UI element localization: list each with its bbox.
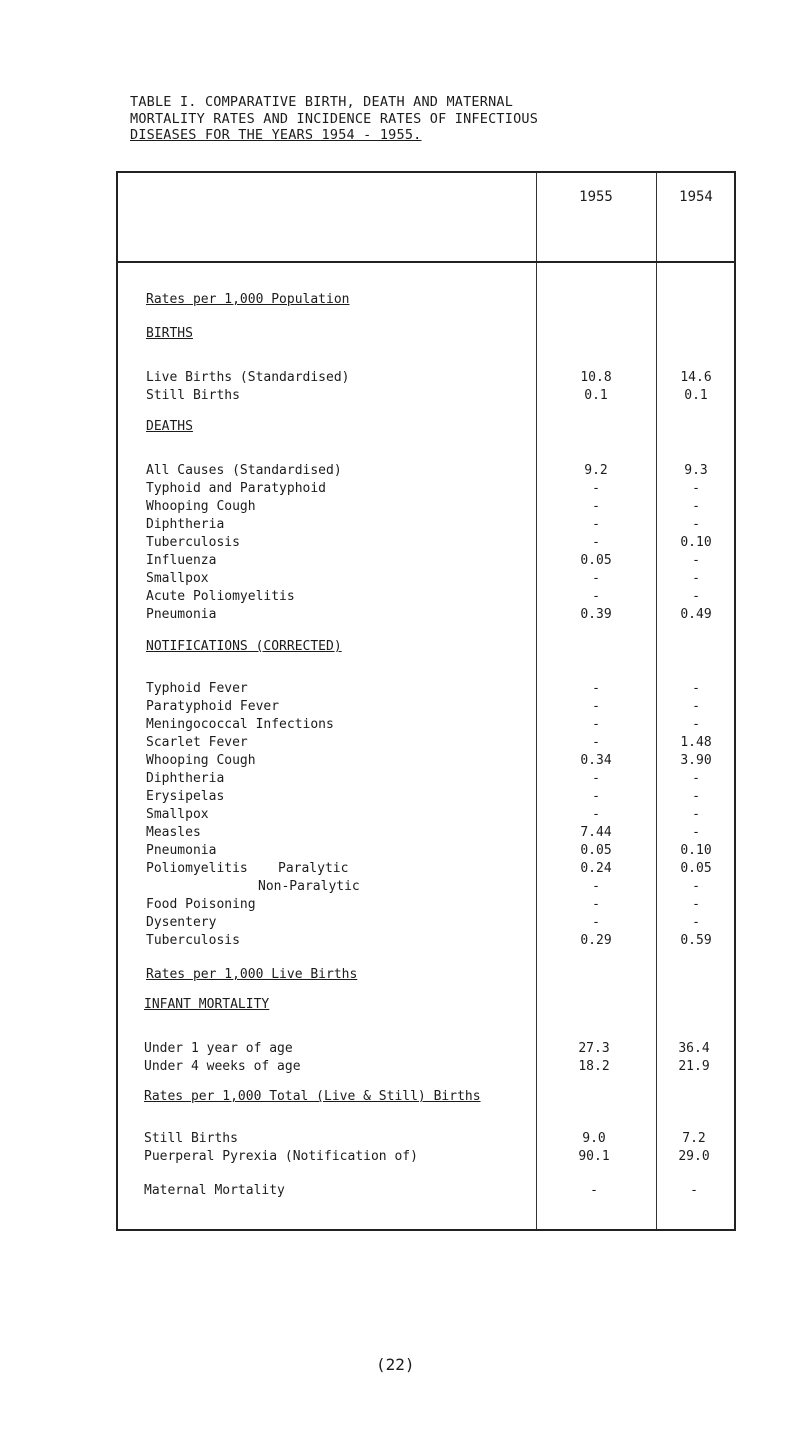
value-1955: 7.44 — [580, 825, 612, 840]
section-rates-total-births: Rates per 1,000 Total (Live & Still) Births — [144, 1089, 481, 1104]
row-label: Erysipelas — [146, 789, 225, 804]
value-1954: - — [692, 499, 700, 514]
value-1954: 14.6 — [680, 370, 712, 385]
value-1954: 36.4 — [678, 1041, 710, 1056]
table-row — [118, 861, 734, 879]
value-1955: - — [592, 879, 600, 894]
value-1955: - — [592, 699, 600, 714]
table-row — [118, 589, 734, 607]
table-row — [118, 807, 734, 825]
table-row — [118, 843, 734, 861]
row-label: Tuberculosis — [146, 535, 240, 550]
row-label: Under 4 weeks of age — [144, 1059, 301, 1074]
table-row — [118, 879, 734, 897]
table-row — [118, 607, 734, 625]
value-1955: 10.8 — [580, 370, 612, 385]
row-label: Scarlet Fever — [146, 735, 248, 750]
value-1954: 1.48 — [680, 735, 712, 750]
value-1954: - — [692, 681, 700, 696]
value-1955: - — [592, 681, 600, 696]
table-row — [118, 915, 734, 933]
row-label: Whooping Cough — [146, 499, 256, 514]
table-row — [118, 753, 734, 771]
value-1955: 0.34 — [580, 753, 612, 768]
row-label: Maternal Mortality — [144, 1183, 285, 1198]
value-1954: - — [692, 553, 700, 568]
table-row — [118, 681, 734, 699]
value-1955: - — [592, 789, 600, 804]
value-1954: 0.05 — [680, 861, 712, 876]
section-deaths: DEATHS — [146, 419, 193, 434]
table-row — [118, 789, 734, 807]
row-label: Pneumonia — [146, 607, 217, 622]
row-label: Influenza — [146, 553, 217, 568]
value-1955: - — [590, 1183, 598, 1198]
row-label: Under 1 year of age — [144, 1041, 293, 1056]
table-row — [118, 735, 734, 753]
value-1955: - — [592, 735, 600, 750]
table-title — [130, 94, 730, 144]
value-1954: - — [692, 717, 700, 732]
value-1955: 0.1 — [584, 388, 608, 403]
value-1954: 0.10 — [680, 843, 712, 858]
table-row — [118, 825, 734, 843]
table-row — [118, 370, 734, 388]
section-rates-population: Rates per 1,000 Population — [146, 292, 350, 307]
table-row — [118, 553, 734, 571]
section-births: BIRTHS — [146, 326, 193, 341]
row-label: Tuberculosis — [146, 933, 240, 948]
value-1955: 0.24 — [580, 861, 612, 876]
row-sublabel: Paralytic — [278, 861, 349, 876]
column-header-1954: 1954 — [679, 189, 713, 205]
value-1954: 29.0 — [678, 1149, 710, 1164]
row-label: Live Births (Standardised) — [146, 370, 350, 385]
value-1954: - — [692, 571, 700, 586]
row-sublabel: Non-Paralytic — [258, 879, 360, 894]
column-header-1955: 1955 — [579, 189, 613, 205]
title-line-2: MORTALITY RATES AND INCIDENCE RATES OF INFECTIOUS — [130, 110, 539, 127]
value-1954: - — [692, 789, 700, 804]
row-label: Poliomyelitis — [146, 861, 248, 876]
value-1955: 90.1 — [578, 1149, 610, 1164]
value-1954: - — [692, 825, 700, 840]
value-1954: 0.1 — [684, 388, 708, 403]
table-row — [118, 717, 734, 735]
row-label: Typhoid Fever — [146, 681, 248, 696]
value-1954: - — [692, 481, 700, 496]
value-1955: - — [592, 915, 600, 930]
header-divider — [118, 261, 734, 263]
row-label: Typhoid and Paratyphoid — [146, 481, 327, 496]
title-line-3: DISEASES FOR THE YEARS 1954 - 1955. — [130, 127, 422, 143]
row-label: Paratyphoid Fever — [146, 699, 280, 714]
section-notifications: NOTIFICATIONS (CORRECTED) — [146, 639, 342, 654]
value-1955: 0.29 — [580, 933, 612, 948]
value-1954: - — [692, 589, 700, 604]
value-1954: 3.90 — [680, 753, 712, 768]
value-1955: 0.05 — [580, 553, 612, 568]
value-1955: - — [592, 717, 600, 732]
value-1954: - — [692, 517, 700, 532]
value-1955: 9.0 — [582, 1131, 606, 1146]
row-label: Diphtheria — [146, 771, 225, 786]
section-infant-mortality: INFANT MORTALITY — [144, 997, 270, 1012]
title-line-1: TABLE I. COMPARATIVE BIRTH, DEATH AND MATERNAL — [130, 94, 514, 110]
table-row — [118, 699, 734, 717]
table-row — [118, 897, 734, 915]
row-label: All Causes (Standardised) — [146, 463, 342, 478]
table-row — [118, 388, 734, 406]
value-1954: - — [690, 1183, 698, 1198]
table-row — [118, 571, 734, 589]
value-1955: 0.39 — [580, 607, 612, 622]
value-1955: - — [592, 571, 600, 586]
value-1955: - — [592, 771, 600, 786]
value-1954: - — [692, 915, 700, 930]
table-row — [118, 481, 734, 499]
value-1954: 21.9 — [678, 1059, 710, 1074]
value-1955: - — [592, 517, 600, 532]
value-1955: - — [592, 499, 600, 514]
value-1955: 0.05 — [580, 843, 612, 858]
value-1954: - — [692, 897, 700, 912]
value-1955: 27.3 — [578, 1041, 610, 1056]
value-1955: - — [592, 535, 600, 550]
page-number: (22) — [376, 1355, 415, 1374]
row-label: Smallpox — [146, 807, 209, 822]
value-1955: - — [592, 807, 600, 822]
table-row — [118, 535, 734, 553]
value-1955: 9.2 — [584, 463, 608, 478]
row-label: Dysentery — [146, 915, 217, 930]
table-row — [118, 771, 734, 789]
table-row — [118, 933, 734, 951]
row-label: Acute Poliomyelitis — [146, 589, 295, 604]
table-row — [118, 517, 734, 535]
value-1955: - — [592, 897, 600, 912]
row-label: Measles — [146, 825, 201, 840]
row-label: Puerperal Pyrexia (Notification of) — [144, 1149, 418, 1164]
value-1954: 9.3 — [684, 463, 708, 478]
row-label: Meningococcal Infections — [146, 717, 334, 732]
value-1955: - — [592, 481, 600, 496]
value-1955: 18.2 — [578, 1059, 610, 1074]
rates-table — [116, 171, 736, 1231]
value-1954: 0.10 — [680, 535, 712, 550]
row-label: Still Births — [144, 1131, 238, 1146]
row-label: Pneumonia — [146, 843, 217, 858]
value-1954: - — [692, 879, 700, 894]
row-label: Still Births — [146, 388, 240, 403]
value-1954: 7.2 — [682, 1131, 706, 1146]
section-rates-live-births: Rates per 1,000 Live Births — [146, 967, 358, 982]
table-row — [118, 463, 734, 481]
value-1954: 0.59 — [680, 933, 712, 948]
row-label: Whooping Cough — [146, 753, 256, 768]
value-1954: 0.49 — [680, 607, 712, 622]
table-row — [118, 499, 734, 517]
value-1955: - — [592, 589, 600, 604]
row-label: Diphtheria — [146, 517, 225, 532]
row-label: Smallpox — [146, 571, 209, 586]
value-1954: - — [692, 771, 700, 786]
value-1954: - — [692, 699, 700, 714]
value-1954: - — [692, 807, 700, 822]
row-label: Food Poisoning — [146, 897, 256, 912]
